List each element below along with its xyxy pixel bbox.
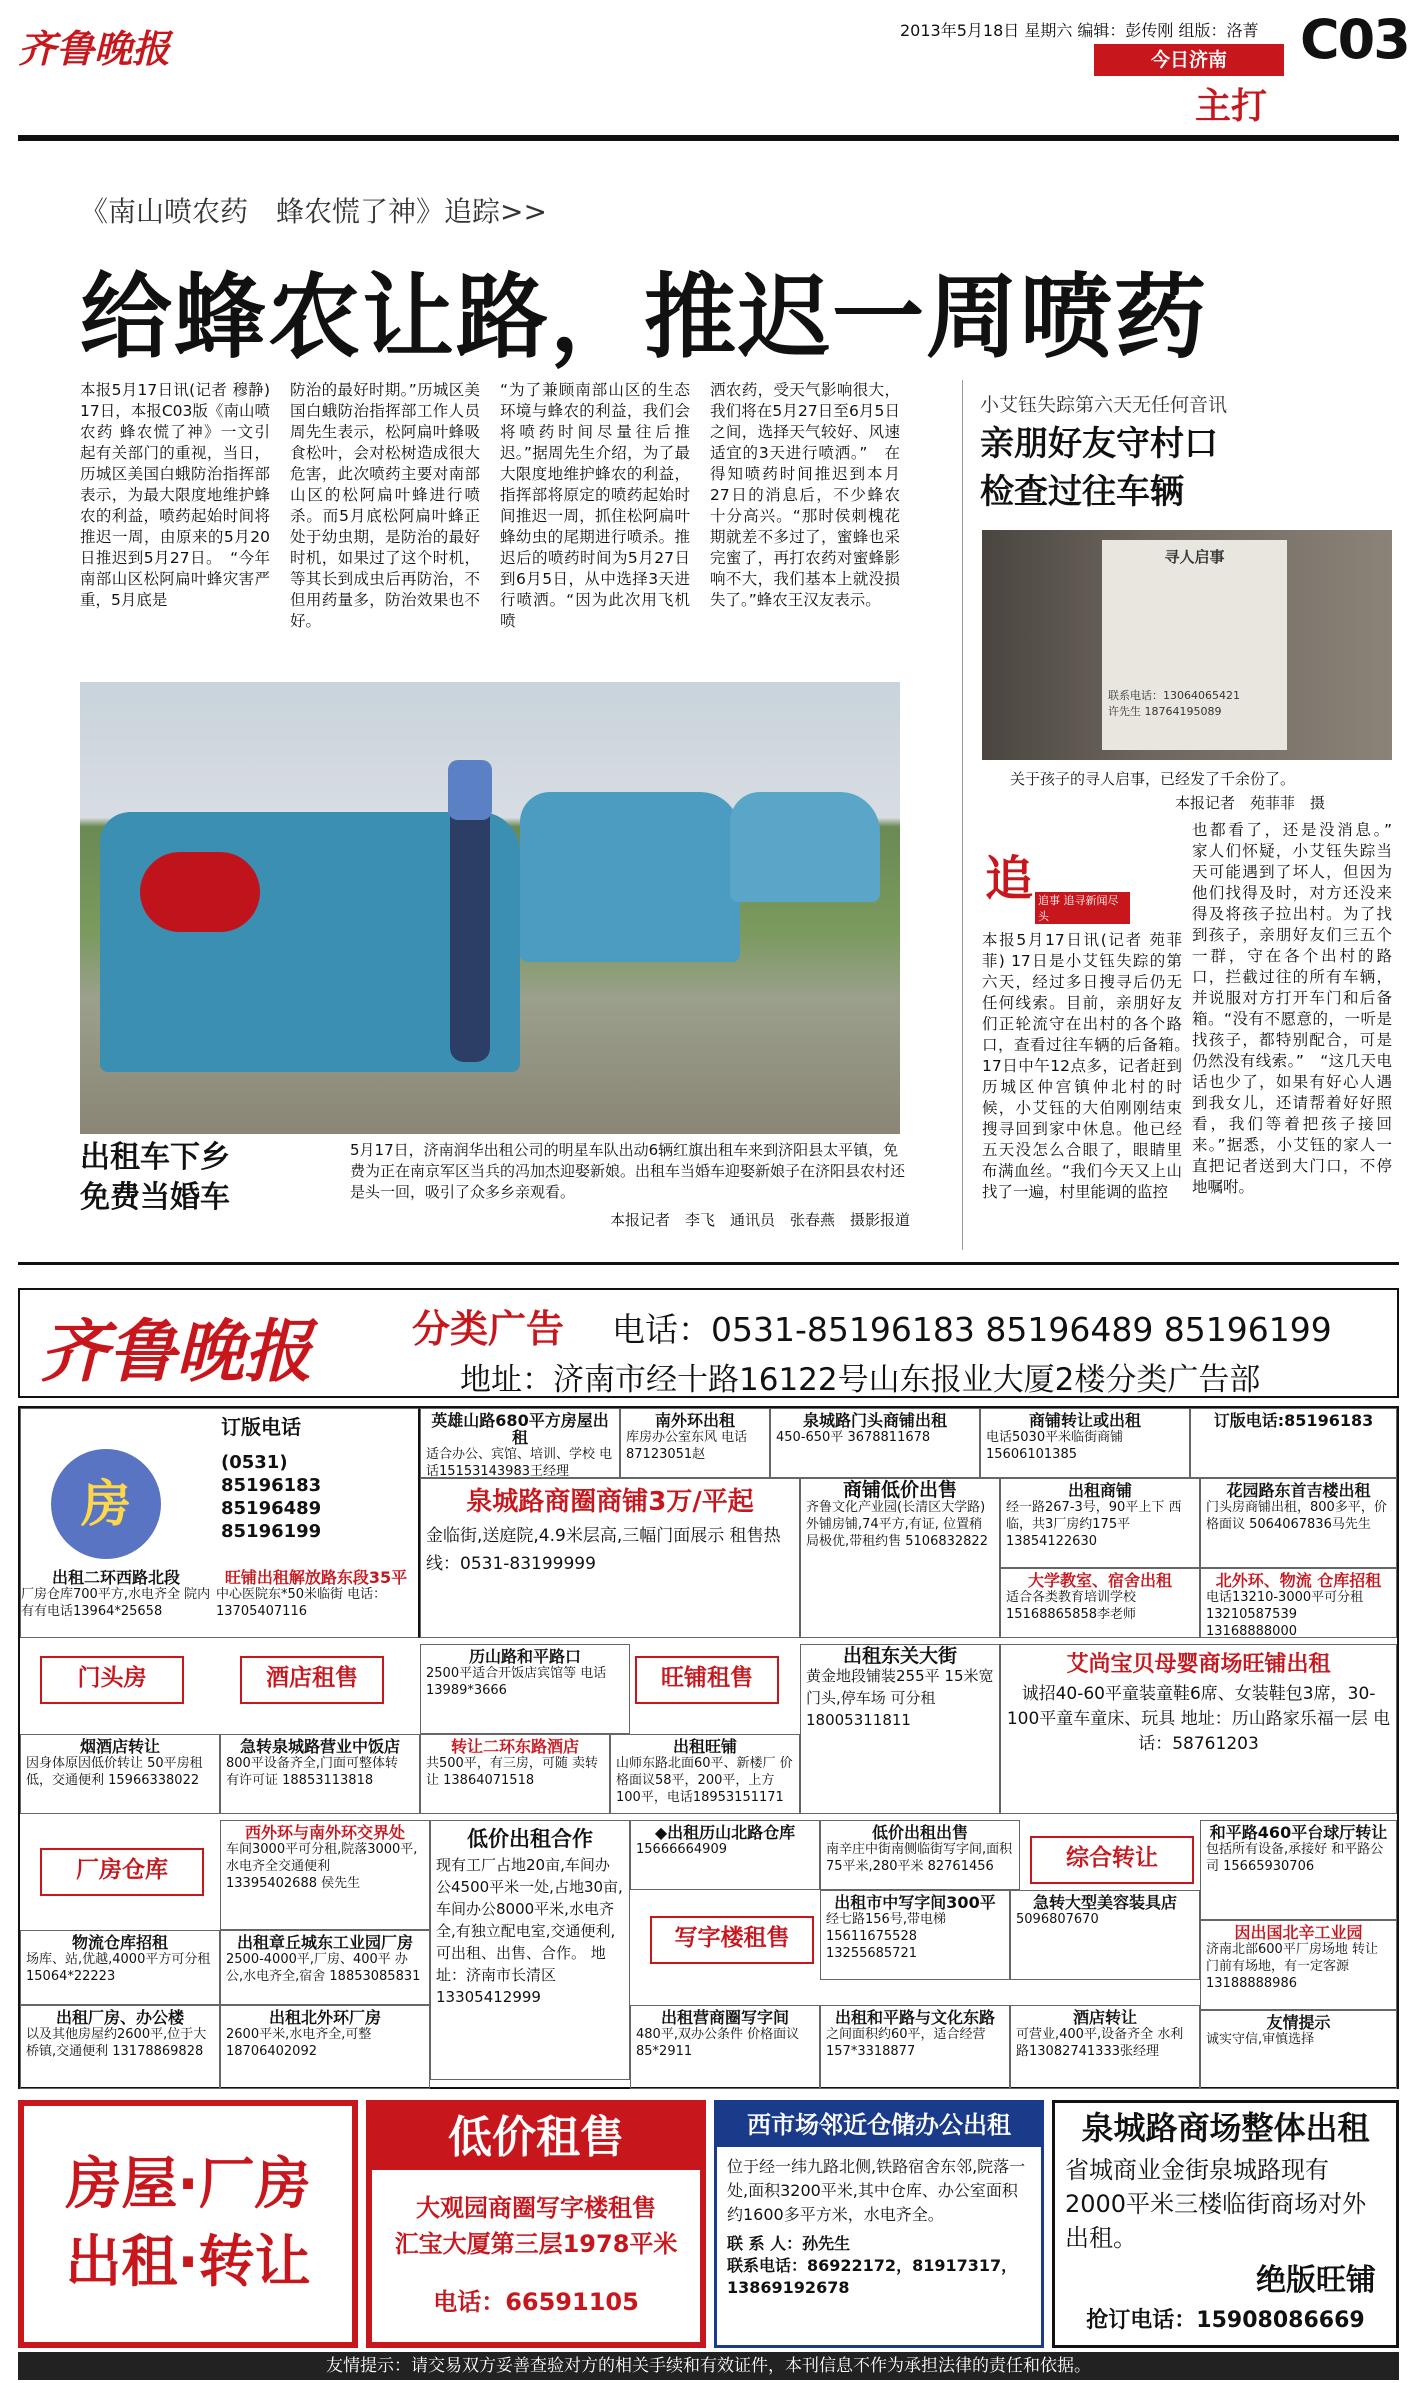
category-门头房: 门头房 xyxy=(40,1656,184,1704)
ad-body: 齐鲁文化产业园(长清区大学路) 外铺房铺,74平方,有证, 位置稍局极优,带租约售 5106832822 xyxy=(806,1500,988,1549)
article-col-2: 防治的最好时期。”历城区美国白蛾防治指挥部工作人员周先生表示，松阿扁叶蜂吸食松叶，会对松树造成很大危害，此次喷药主要对南部山区的松阿扁叶蜂进行喷杀。而5月底松阿扁叶蜂正处于幼虫期，是防治的最好时机，如果过了这个时机，等其长到成虫后再防治，不但用药量多，防治效果也不好。 xyxy=(290,381,480,630)
ad-body: 场库、站,优越,4000平方可分租 15064*22223 xyxy=(26,1952,211,1984)
ad-cell-33 xyxy=(820,1890,1010,1980)
ad-cell-37 xyxy=(220,2005,430,2089)
ad-cell-26 xyxy=(630,1820,820,1890)
category-写字楼租售: 写字楼租售 xyxy=(650,1916,814,1964)
ad-title: 出租二环西路北段 xyxy=(51,1568,180,1587)
ad-title: 急转泉城路营业中饭店 xyxy=(239,1737,400,1756)
missing-child-photo xyxy=(982,530,1392,760)
article-col-4: 洒农药，受天气影响很大，我们将在5月27日至6月5日之间，选择天气较好、风速适宜的3天进行喷洒。” 在得知喷药时间推迟到本月27日的消息后，不少蜂农十分高兴。“那时侯刺槐花期就差不多过了，蜜蜂也采完蜜了，再打农药对蜜蜂影响不大，我们基本上就没损失了。”蜂农王汉友表示。 xyxy=(710,381,900,609)
ad-quancheng-tag: 绝版旺铺 xyxy=(1256,2263,1376,2298)
category-综合转让: 综合转让 xyxy=(1030,1836,1194,1884)
ad-title: 西外环与南外环交界处 xyxy=(244,1823,405,1842)
ad-cell-25 xyxy=(430,1820,630,2080)
category-旺铺租售: 旺铺租售 xyxy=(635,1656,779,1704)
ad-body: 黄金地段铺装255平 15米宽门头,停车场 可分租 18005311811 xyxy=(806,1667,994,1729)
ad-cell-40 xyxy=(1010,2005,1200,2089)
subscribe-box xyxy=(20,1408,420,1638)
ad-title: 艾尚宝贝母婴商场旺铺出租 xyxy=(1066,1652,1331,1677)
ad-title: 旺铺出租解放路东段35平 xyxy=(224,1568,408,1587)
ad-body: 包括所有设备,承接好 和平路公司 15665930706 xyxy=(1206,1842,1384,1874)
ad-title: 泉城路商圈商铺3万/平起 xyxy=(466,1487,754,1517)
ad-cell-12 xyxy=(1200,1568,1397,1638)
ad-body: 经一路267-3号，90平上下 西临，共3厂房约175平 13854122630 xyxy=(1006,1500,1182,1549)
ad-cell-34 xyxy=(1010,1890,1200,1980)
ad-title: 出租北外环厂房 xyxy=(268,2008,381,2027)
taxi-photo xyxy=(80,682,900,1134)
ad-cell-6 xyxy=(1190,1408,1397,1478)
ad-title: 英雄山路680平方房屋出租 xyxy=(431,1411,609,1447)
ad-quancheng-mall xyxy=(1052,2100,1399,2348)
zhui-char: 追 xyxy=(985,851,1034,907)
ad-title: 泉城路门头商铺出租 xyxy=(802,1411,947,1430)
ad-title: 低价出租出售 xyxy=(871,1823,968,1842)
ad-low-price-phone: 电话：66591105 xyxy=(433,2288,639,2316)
section-label: 主打 xyxy=(1195,86,1268,127)
ad-body: 因身体原因低价转让 50平房租低，交通便利 15966338022 xyxy=(26,1756,203,1788)
side-photo-credit: 本报记者 苑菲菲 摄 xyxy=(1175,794,1326,812)
ad-body: 480平,双办公条件 价格面议 85*2911 xyxy=(636,2027,800,2059)
article-col-1: 本报5月17日讯(记者 穆静) 17日，本报C03版《南山喷农药 蜂农慌了神》一文引起有关部门的重视，当日，历城区美国白蛾防治指挥部表示，为最大限度地维护蜂农的利益，喷药起始时间将推迟一周，由原来的5月20日推迟到5月27日。 “今年南部山区松阿扁叶蜂灾害严重，5月底是 xyxy=(80,381,270,609)
dateline: 2013年5月18日 星期六 编辑：彭传刚 组版：洛菁 xyxy=(900,21,1259,40)
ad-title: 出租营商圈写字间 xyxy=(660,2008,789,2027)
ad-cell-8 xyxy=(800,1478,1000,1638)
ad-title: 和平路460平台球厅转让 xyxy=(1209,1823,1388,1842)
ad-cell-41 xyxy=(1200,2010,1397,2089)
ad-low-price-body: 大观园商圈写字楼租售 汇宝大厦第三层1978平米 xyxy=(394,2194,678,2258)
ad-title: 急转大型美容装具店 xyxy=(1032,1893,1177,1912)
ad-body: 2500-4000平,厂房、400平 办公,水电齐全,宿舍 18853085831 xyxy=(226,1952,421,1984)
subscribe-phones: (0531) 85196183 85196489 85196199 xyxy=(221,1452,322,1542)
ad-body: 800平设备齐全,门面可整体转 有许可证 18853113818 xyxy=(226,1756,398,1788)
ad-body: 以及其他房屋约2600平,位于大桥镇,交通便利 13178869828 xyxy=(26,2027,207,2059)
ad-title: 出租厂房、办公楼 xyxy=(55,2008,184,2027)
ad-cell-7 xyxy=(420,1478,800,1638)
ad-title: 物流仓库招租 xyxy=(71,1933,168,1952)
ad-cell-17 xyxy=(800,1644,1000,1814)
section-tag: 今日济南 xyxy=(1094,44,1284,76)
ad-title: 出租章丘城东工业园厂房 xyxy=(236,1933,413,1952)
category-酒店租售: 酒店租售 xyxy=(240,1656,384,1704)
ad-title: 商铺转让或出租 xyxy=(1028,1411,1141,1430)
notice-phone: 联系电话：13064065421 许先生 18764195089 xyxy=(1108,689,1240,718)
ad-body: 山师东路北面60平、新楼厂 价格面议58平，200平，上方 100平，电话18953151171 xyxy=(616,1756,793,1805)
ads-grid xyxy=(18,1406,1399,2089)
ad-title: ◆出租历山北路仓库 xyxy=(654,1823,796,1842)
ad-body: 南辛庄中街南侧临街写字间,面积75平米,280平米 82761456 xyxy=(826,1842,1013,1874)
ad-cell-1 xyxy=(216,1569,416,1620)
ad-cell-29 xyxy=(1200,1820,1397,1920)
ad-title: 出租东关大街 xyxy=(842,1645,957,1667)
footer-notice: 友情提示：请交易双方妥善查验对方的相关手续和有效证件，本刊信息不作为承担法律的责任和依据。 xyxy=(18,2352,1399,2380)
ad-title: 北外环、物流 仓库招租 xyxy=(1215,1571,1382,1590)
ad-cell-4 xyxy=(770,1408,980,1478)
ad-quancheng-body: 省城商业金街泉城路现有2000平米三楼临街商场对外出租。 xyxy=(1065,2156,1367,2252)
header-rule xyxy=(18,135,1399,141)
ad-title: 订版电话:85196183 xyxy=(1213,1411,1374,1430)
side-kicker: 小艾钰失踪第六天无任何音讯 xyxy=(980,394,1228,416)
section-rule xyxy=(18,1262,1399,1265)
ad-body: 金临街,送庭院,4.9米层高,三幅门面展示 租售热线：0531-83199999 xyxy=(426,1526,781,1574)
ad-cell-36 xyxy=(20,2005,220,2089)
house-icon: 房 xyxy=(51,1449,161,1559)
ad-body: 共500平，有三房，可随 卖转让 13864071518 xyxy=(426,1756,598,1788)
missing-notice xyxy=(1102,540,1287,750)
ad-cell-15 xyxy=(420,1644,630,1734)
ad-body: 适合各类教育培训学校 15168865858李老师 xyxy=(1006,1590,1137,1622)
masthead: 齐鲁晚报 xyxy=(18,26,171,71)
ad-quancheng-title: 泉城路商场整体出租 xyxy=(1081,2109,1370,2147)
zhui-subtitle: 追事 追寻新闻尽头 xyxy=(1035,892,1130,924)
ad-cell-31 xyxy=(220,1930,430,2005)
ad-cell-18 xyxy=(1000,1644,1397,1814)
kicker: 《南山喷农药 蜂农慌了神》追踪>> xyxy=(80,195,547,228)
ad-title: 酒店转让 xyxy=(1072,2008,1137,2027)
ad-cell-10 xyxy=(1200,1478,1397,1568)
ad-cell-30 xyxy=(20,1930,220,2005)
ad-title: 低价出租合作 xyxy=(467,1827,593,1851)
ad-cell-0 xyxy=(21,1569,211,1620)
ad-body: 门头房商铺出租，800多平，价格面议 5064067836马先生 xyxy=(1206,1500,1387,1532)
ad-quancheng-phone: 抢订电话：15908086669 xyxy=(1086,2308,1365,2333)
headline: 给蜂农让路，推迟一周喷药 xyxy=(80,264,1209,371)
ad-title: 大学教室、宿舍出租 xyxy=(1027,1571,1172,1590)
ad-title: 出租和平路与文化东路 xyxy=(834,2008,995,2027)
ad-title: 烟酒店转让 xyxy=(79,1737,160,1756)
ad-body: 2500平适合开饭店宾馆等 电话13989*3666 xyxy=(426,1666,607,1698)
subscribe-title: 订版电话 xyxy=(221,1415,301,1439)
photo-credit: 本报记者 李飞 通讯员 张春燕 摄影报道 xyxy=(609,1211,910,1229)
ad-body: 厂房仓库700平方,水电齐全 院内有有电话13964*25658 xyxy=(21,1587,211,1619)
ad-title: 出租旺铺 xyxy=(672,1737,737,1756)
ad-body: 适合办公、宾馆、培训、学校 电话15153143983王经理 xyxy=(426,1447,613,1478)
notice-title: 寻人启事 xyxy=(1164,548,1225,566)
ad-west-market-contact: 联 系 人：孙先生 联系电话：86922172，81917317，13869192678 xyxy=(727,2234,1018,2297)
ad-title: 出租市中写字间300平 xyxy=(834,1893,996,1912)
ad-body: 济南北部600平厂房场地 转让 门前有场地，有一定客源 13188888986 xyxy=(1206,1942,1378,1991)
ad-low-price-title: 低价租售 xyxy=(372,2106,700,2170)
ad-body: 可营业,400平,设备齐全 水利路13082741333张经理 xyxy=(1016,2027,1184,2059)
ad-title: 转让二环东路酒店 xyxy=(450,1737,579,1756)
side-col-a: 本报5月17日讯(记者 苑菲菲) 17日是小艾钰失踪的第六天，经过多日搜寻后仍无任何线索。目前，亲朋好友们正轮流守在出村的各个路口，查看过往车辆的后备箱。 17日中午12点多，记者赶到历城区仲宫镇仲北村的时候，小艾钰的大伯刚刚结束搜寻回到家中休息。他已经五天没怎么合眼了，眼睛里布满血丝。“我们今天又上山找了一遍，村里能调的监控 xyxy=(982,931,1198,1201)
ad-cell-3 xyxy=(620,1408,770,1478)
ad-title: 因出国北辛工业园 xyxy=(1234,1923,1363,1942)
ad-body: 5096807670 xyxy=(1016,1912,1099,1927)
ad-cell-22 xyxy=(610,1734,800,1814)
side-photo-caption: 关于孩子的寻人启事，已经发了千余份了。 xyxy=(1010,770,1296,788)
ads-slogan: 分类广告 xyxy=(412,1306,565,1351)
ad-body: 450-650平 3678811678 xyxy=(776,1430,931,1445)
ad-title: 历山路和平路口 xyxy=(468,1647,581,1666)
ad-title: 花园路东首吉楼出租 xyxy=(1226,1481,1371,1500)
zhui-badge xyxy=(985,840,1130,923)
ad-cell-2 xyxy=(420,1408,620,1478)
ad-body: 2600平米,水电齐全,可整 18706402092 xyxy=(226,2027,372,2059)
ad-cell-39 xyxy=(820,2005,1010,2089)
ad-cell-20 xyxy=(220,1734,420,1814)
ad-body: 电话5030平米临街商铺 15606101385 xyxy=(986,1430,1124,1462)
ad-title: 出租商铺 xyxy=(1067,1481,1132,1500)
ad-cell-38 xyxy=(630,2005,820,2089)
ad-cell-24 xyxy=(220,1820,430,1930)
ad-body: 15666664909 xyxy=(636,1842,727,1857)
ad-cell-35 xyxy=(1200,1920,1397,2010)
ad-west-market xyxy=(714,2100,1044,2348)
side-title: 亲朋好友守村口 检查过往车辆 xyxy=(980,424,1218,512)
ad-title: 商铺低价出售 xyxy=(842,1479,957,1501)
ad-body: 现有工厂占地20亩,车间办公4500平米一处,占地30亩,车间办公8000平米,水电齐全,有独立配电室,交通便利,可出租、出售、合作。 地址：济南市长清区 13305412999 xyxy=(436,1856,623,2006)
ad-title: 南外环出租 xyxy=(654,1411,735,1430)
ad-cell-27 xyxy=(820,1820,1020,1890)
ad-body: 车间3000平可分租,院落3000平,水电齐全交通便利 13395402688 侯先生 xyxy=(226,1842,418,1891)
ad-low-price xyxy=(366,2100,706,2348)
ad-body: 之间面积约60平，适合经营 157*3318877 xyxy=(826,2027,986,2059)
ad-body: 经七路156号,带电梯 15611675528 13255685721 xyxy=(826,1912,946,1961)
article-col-3: “为了兼顾南部山区的生态环境与蜂农的利益，我们会将喷药时间尽量往后推迟。”据周先生介绍，为了最大限度地维护蜂农的利益，指挥部将原定的喷药起始时间推迟一周，抓住松阿扁叶蜂幼虫的尾期进行喷杀。推迟后的喷药时间为5月27日到6月5日，从中选择3天进行喷洒。“因为此次用飞机喷 xyxy=(500,381,690,630)
page-number: C03 xyxy=(1300,8,1409,71)
ads-address: 地址：济南市经十路16122号山东报业大厦2楼分类广告部 xyxy=(460,1362,1261,1398)
category-厂房仓库: 厂房仓库 xyxy=(40,1848,204,1896)
ad-title: 友情提示 xyxy=(1266,2013,1331,2032)
ad-west-market-body: 位于经一纬九路北侧,铁路宿舍东邻,院落一处,面积3200平米,其中仓库、办公室面积约1600多平方米，水电齐全。 xyxy=(727,2157,1026,2224)
ad-house-factory-text: 房屋·厂房 出租·转让 xyxy=(65,2152,311,2295)
ad-west-market-title: 西市场邻近仓储办公出租 xyxy=(717,2103,1041,2147)
ad-cell-11 xyxy=(1000,1568,1200,1638)
photo-title: 出租车下乡 免费当婚车 xyxy=(80,1140,230,1215)
ad-body: 中心医院东*50米临街 电话：13705407116 xyxy=(216,1587,387,1619)
side-col-b: 也都看了，还是没消息。” 家人们怀疑，小艾钰失踪当天可能遇到了坏人，但因为他们找得及时，对方还没来得及将孩子拉出村。为了找到孩子，亲朋好友们三五个一群，守在各个出村的路口，拦截过往的所有车辆，并说服对方打开车门和后备箱。“没有不愿意的，一听是找孩子，都特别配合，可是仍然没有线索。” “这几天电话也少了，如果有好心人遇到我女儿，还请帮着好好照看，我们等着把孩子接回来。”据悉，小艾钰的家人一直把记者送到大门口，不停地嘱咐。 xyxy=(1192,821,1408,1196)
ad-body: 诚招40-60平童装童鞋6席、女装鞋包3席，30-100平童车童床、玩具 地址：历山路家乐福一层 电话：58761203 xyxy=(1006,1684,1391,1754)
ad-cell-19 xyxy=(20,1734,220,1814)
photo-caption: 5月17日，济南润华出租公司的明星车队出动6辆红旗出租车来到济阳县太平镇，免费为正在南京军区当兵的冯加杰迎娶新娘。出租车当婚车迎娶新娘子在济阳县农村还是头一回，吸引了众多乡亲观看。 xyxy=(350,1141,906,1201)
ad-cell-5 xyxy=(980,1408,1190,1478)
ads-masthead: 齐鲁晚报 xyxy=(40,1312,313,1392)
ad-body: 库房办公室东风 电话87123051赵 xyxy=(626,1430,748,1462)
ad-body: 电话13210-3000平可分租 13210587539 13168888000 xyxy=(1206,1590,1364,1638)
ads-phone: 电话：0531-85196183 85196489 85196199 xyxy=(612,1310,1332,1349)
ad-body: 诚实守信,审慎选择 xyxy=(1206,2032,1315,2047)
column-divider xyxy=(962,380,963,1250)
ad-cell-21 xyxy=(420,1734,610,1814)
ad-cell-9 xyxy=(1000,1478,1200,1568)
ad-house-factory xyxy=(18,2100,358,2348)
